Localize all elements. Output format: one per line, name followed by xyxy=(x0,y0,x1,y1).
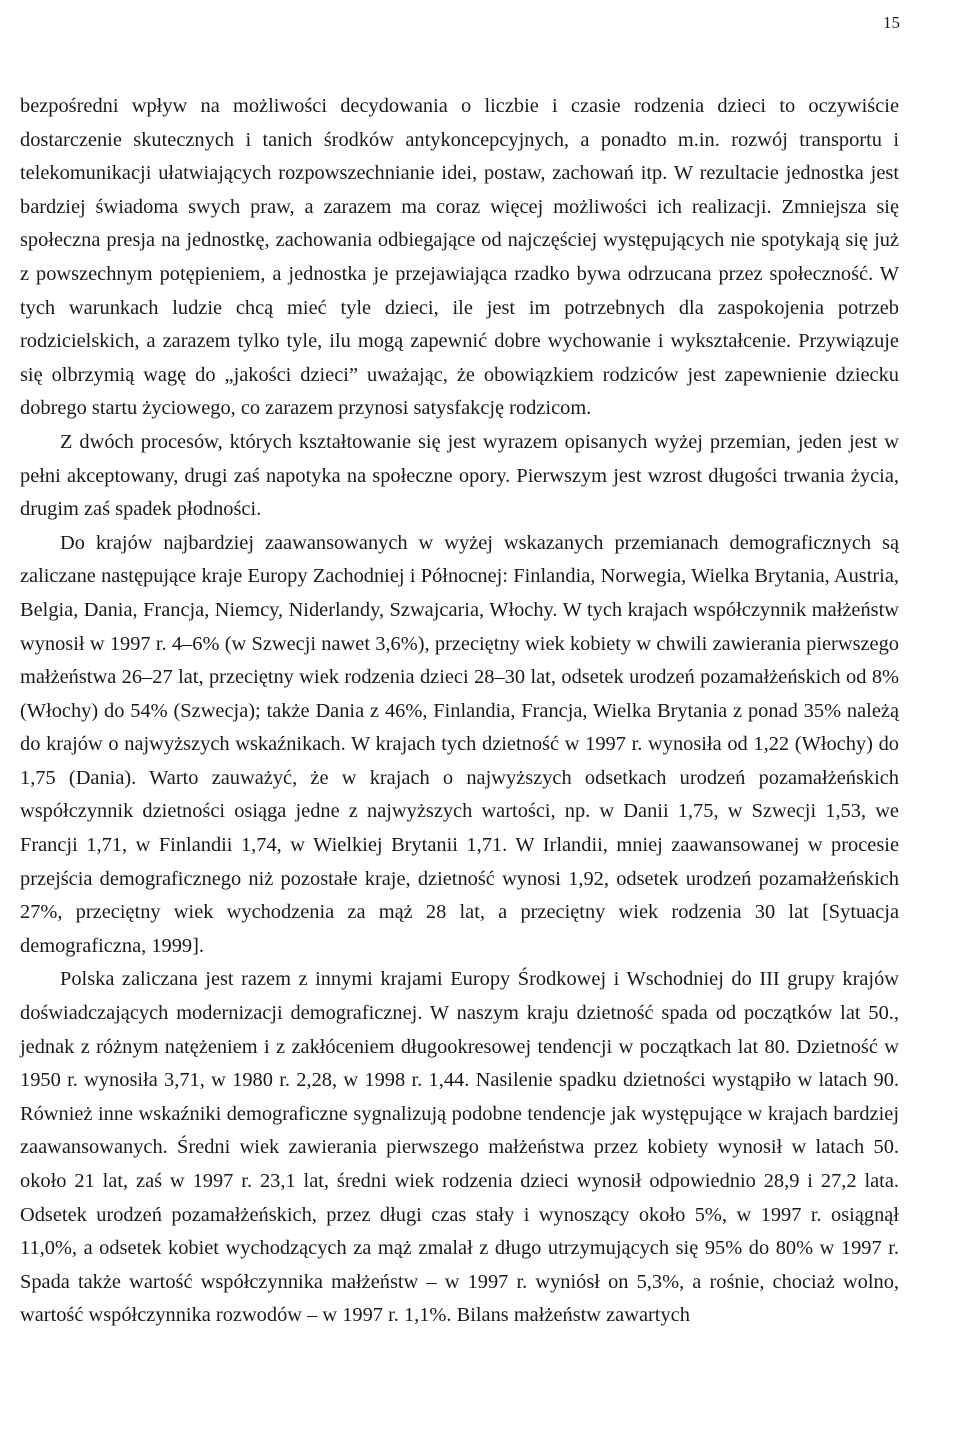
paragraph-3: Do krajów najbardziej zaawansowanych w wyżej wskazanych przemianach demograficznych są zaliczane następujące kraje Europy Zachodniej i Północnej: Finlandia, Norwegia, Wielka Brytania, Austria, Belgia, Dania, Francja, Niemcy, Niderlandy, Szwajcaria, Włochy. W tych krajach współczynnik małżeństw wynosił w 1997 r. 4–6% (w Szwecji nawet 3,6%), przeciętny wiek kobiety w chwili zawierania pierwszego małżeństwa 26–27 lat, przeciętny wiek rodzenia dzieci 28–30 lat, odsetek urodzeń pozamałżeńskich od 8% (Włochy) do 54% (Szwecja); także Dania z 46%, Finlandia, Francja, Wielka Brytania z ponad 35% należą do krajów o najwyższych wskaźnikach. W krajach tych dzietność w 1997 r. wynosiła od 1,22 (Włochy) do 1,75 (Dania). Warto zauważyć, że w krajach o najwyższych odsetkach urodzeń pozamałżeńskich współczynnik dzietności osiąga jedne z najwyższych wartości, np. w Danii 1,75, w Szwecji 1,53, we Francji 1,71, w Finlandii 1,74, w Wielkiej Brytanii 1,71. W Irlandii, mniej zaawansowanej w procesie przejścia demograficznego niż pozostałe kraje, dzietność wynosi 1,92, odsetek urodzeń pozamałżeńskich 27%, przeciętny wiek wychodzenia za mąż 28 lat, a przeciętny wiek rodzenia 30 lat [Sytuacja demograficzna, 1999]. xyxy=(20,531,899,957)
paragraph-1: bezpośredni wpływ na możliwości decydowania o liczbie i czasie rodzenia dzieci to oczywiście dostarczenie skutecznych i tanich środków antykoncepcyjnych, a ponadto m.in. rozwój transportu i telekomunikacji ułatwiających rozpowszechnianie idei, postaw, zachowań itp. W rezultacie jednostka jest bardziej świadoma swych praw, a zarazem ma coraz więcej możliwości ich realizacji. Zmniejsza się społeczna presja na jednostkę, zachowania odbiegające od najczęściej występujących nie spotykają się już z powszechnym potępieniem, a jednostka je przejawiająca rzadko bywa odrzucana przez społeczność. W tych warunkach ludzie chcą mieć tyle dzieci, ile jest im potrzebnych dla zaspokojenia potrzeb rodzicielskich, a zarazem tylko tyle, ilu mogą zapewnić dobre wychowanie i wykształcenie. Przywiązuje się olbrzymią wagę do „jakości dzieci” uważając, że obowiązkiem rodziców jest zapewnienie dziecku dobrego startu życiowego, co zarazem przynosi satysfakcję rodzicom. xyxy=(20,95,899,420)
page-number: 15 xyxy=(883,13,900,32)
body-text xyxy=(20,90,899,1333)
paragraph-2: Z dwóch procesów, których kształtowanie się jest wyrazem opisanych wyżej przemian, jeden jest w pełni akceptowany, drugi zaś napotyka na społeczne opory. Pierwszym jest wzrost długości trwania życia, drugim zaś spadek płodności. xyxy=(20,430,899,521)
paragraph-4: Polska zaliczana jest razem z innymi krajami Europy Środkowej i Wschodniej do III grupy krajów doświadczających modernizacji demograficznej. W naszym kraju dzietność spada od początków lat 50., jednak z różnym natężeniem i z zakłóceniem długookresowej tendencji w początkach lat 80. Dzietność w 1950 r. wynosiła 3,71, w 1980 r. 2,28, w 1998 r. 1,44. Nasilenie spadku dzietności wystąpiło w latach 90. Również inne wskaźniki demograficzne sygnalizują podobne tendencje jak występujące w krajach bardziej zaawansowanych. Średni wiek zawierania pierwszego małżeństwa przez kobiety wynosił w latach 50. około 21 lat, zaś w 1997 r. 23,1 lat, średni wiek rodzenia dzieci wynosił odpowiednio 28,9 i 27,2 lata. Odsetek urodzeń pozamałżeńskich, przez długi czas stały i wynoszący około 5%, w 1997 r. osiągnął 11,0%, a odsetek kobiet wychodzących za mąż zmalał z długo utrzymujących się 95% do 80% w 1997 r. Spada także wartość współczynnika małżeństw – w 1997 r. wyniósł on 5,3%, a rośnie, chociaż wolno, wartość współczynnika rozwodów – w 1997 r. 1,1%. Bilans małżeństw zawartych xyxy=(20,968,899,1327)
